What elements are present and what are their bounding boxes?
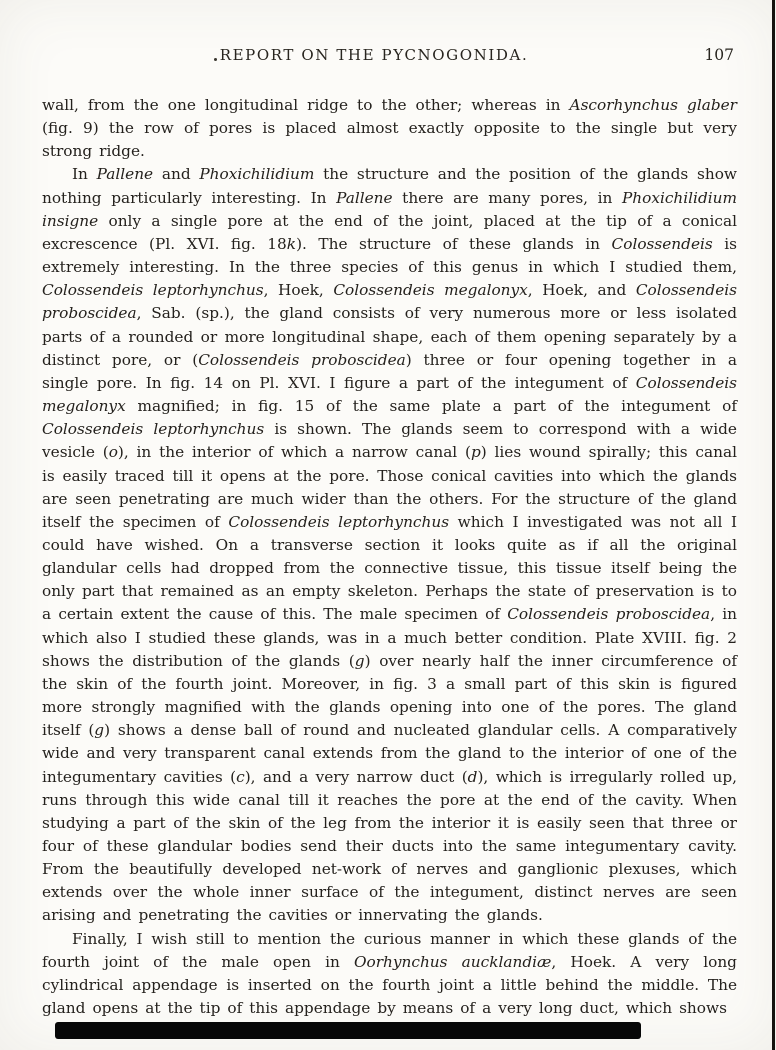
paragraph-continuation: wall, from the one longitudinal ridge to the other; whereas in Ascorhynchus glaber (fig. 9) the row of pores is placed almost exactly opposite to the single but very strong ridge. <box>42 96 737 161</box>
scan-artifact-bar <box>55 1022 641 1039</box>
scan-edge-line <box>772 0 775 1050</box>
running-title: REPORT ON THE PYCNOGONIDA. <box>219 46 529 64</box>
page-body <box>42 94 737 1020</box>
paragraph-glands: In Pallene and Phoxichilidium the structure and the position of the glands show nothing particularly interesting. In Pallene there are many pores, in Phoxichilidium insigne only a single pore at the end of the joint, placed at the tip of a conical excrescence (Pl. XVI. fig. 18k). The structure of these glands in Colossendeis is extremely interesting. In the three species of this genus in which I studied them, Colossendeis leptorhynchus, Hoek, Colossendeis megalonyx, Hoek, and Colossendeis proboscidea, Sab. (sp.), the gland consists of very numerous more or less isolated parts of a rounded or more longitudinal shape, each of them opening separately by a distinct pore, or (Colossendeis proboscidea) three or four opening together in a single pore. In fig. 14 on Pl. XVI. I figure a part of the integument of Colossendeis megalonyx magnified; in fig. 15 of the same plate a part of the integument of Colossendeis leptorhynchus is shown. The glands seem to correspond with a wide vesicle (o), in the interior of which a narrow canal (p) lies wound spirally; this canal is easily traced till it opens at the pore. Those conical cavities into which the glands are seen penetrating are much wider than the others. For the structure of the gland itself the specimen of Colossendeis leptorhynchus which I investigated was not all I could have wished. On a transverse section it looks quite as if all the original glandular cells had dropped from the connective tissue, this tissue itself being the only part that remained as an empty skeleton. Perhaps the state of preservation is to a certain extent the cause of this. The male specimen of Colossendeis proboscidea, in which also I studied these glands, was in a much better condition. Plate XVIII. fig. 2 shows the distribution of the glands (g) over nearly half the inner circumference of the skin of the fourth joint. Moreover, in fig. 3 a small part of this skin is figured more strongly magnified with the glands opening into one of the pores. The gland itself (g) shows a dense ball of round and nucleated glandular cells. A comparatively wide and very transparent canal extends from the gland to the interior of one of the integumentary cavities (c), and a very narrow duct (d), which is irregularly rolled up, runs through this wide canal till it reaches the pore at the end of the cavity. When studying a part of the skin of the leg from the interior it is easily seen that three or four of these glandular bodies send their ducts into the same integumentary cavity. From the beautifully developed net-work of nerves and ganglionic plexuses, which extends over the whole inner surface of the integument, distinct nerves are seen arising and penetrating the cavities or innervating the glands. <box>42 165 738 925</box>
page-number: 107 <box>704 46 734 64</box>
page-header <box>42 46 736 70</box>
paragraph-finally: Finally, I wish still to mention the curious manner in which these glands of the fourth joint of the male open in Oorhynchus aucklandiæ, Hoek. A very long cylindrical appendage is inserted on the fourth joint a little behind the middle. The gland opens at the tip of this appendage by means of a very long duct, which shows <box>42 929 737 1018</box>
